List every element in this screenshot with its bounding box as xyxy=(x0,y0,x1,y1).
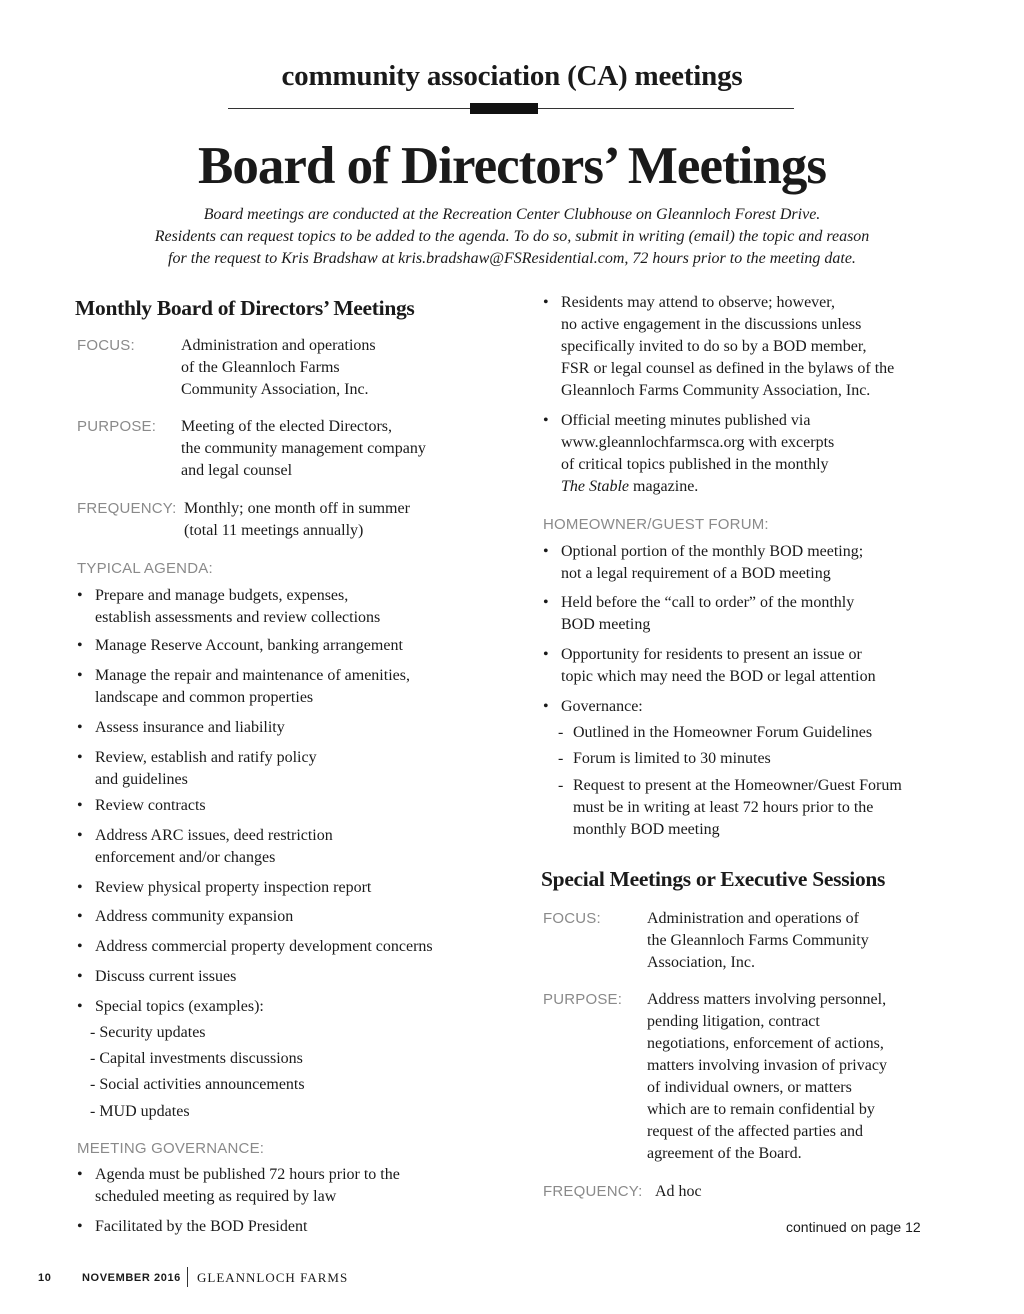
frequency-value: Monthly; one month off in summer (total 11 meetings annually) xyxy=(184,500,410,539)
bullet-icon: • xyxy=(77,1166,83,1183)
focus-label: FOCUS: xyxy=(77,337,135,354)
special-topic-item: - MUD updates xyxy=(90,1103,190,1120)
bullet-icon: • xyxy=(543,646,549,663)
special-purpose-value: Address matters involving personnel, pending litigation, contract negotiations, enforcement of actions, matters involving invasion of privacy of individual owners, or matters which are to remain confidential by request of the affected parties and agreement of the Board. xyxy=(647,991,887,1162)
bullet-icon: • xyxy=(543,294,549,311)
focus-value: Administration and operations of the Gleannloch Farms Community Association, Inc. xyxy=(181,337,376,398)
bullet-icon: • xyxy=(543,698,549,715)
bullet-icon: • xyxy=(77,797,83,814)
bullet-icon: • xyxy=(77,587,83,604)
special-topic-item: - Capital investments discussions xyxy=(90,1050,303,1067)
bullet-icon: • xyxy=(77,827,83,844)
bullet-icon: • xyxy=(77,879,83,896)
special-topic-item: - Security updates xyxy=(90,1024,206,1041)
bullet-icon: • xyxy=(77,968,83,985)
header-rule-accent xyxy=(470,103,538,114)
bullet-icon: • xyxy=(77,719,83,736)
special-frequency-value: Ad hoc xyxy=(655,1183,702,1200)
purpose-value: Meeting of the elected Directors, the community management company and legal counsel xyxy=(181,418,426,479)
bullet-icon: • xyxy=(77,938,83,955)
intro-paragraph xyxy=(100,204,924,270)
magazine-name: The Stable xyxy=(561,478,629,495)
section-title: community association (CA) meetings xyxy=(281,60,743,92)
bullet-icon: • xyxy=(77,749,83,766)
special-focus-value: Administration and operations of the Gleannloch Farms Community Association, Inc. xyxy=(647,910,869,971)
bullet-icon: • xyxy=(77,1218,83,1235)
special-meetings-heading: Special Meetings or Executive Sessions xyxy=(541,867,886,891)
meeting-governance-label: MEETING GOVERNANCE: xyxy=(77,1140,265,1157)
homeowner-forum-label: HOMEOWNER/GUEST FORUM: xyxy=(543,516,769,533)
purpose-label: PURPOSE: xyxy=(77,418,157,435)
special-frequency-label: FREQUENCY: xyxy=(543,1183,643,1200)
special-focus-label: FOCUS: xyxy=(543,910,601,927)
bullet-icon: • xyxy=(543,412,549,429)
page-number: 10 xyxy=(38,1272,52,1284)
publication-name: GLEANNLOCH FARMS xyxy=(197,1270,349,1285)
bullet-icon: • xyxy=(77,908,83,925)
page-title: Board of Directors’ Meetings xyxy=(198,137,826,195)
bullet-icon: • xyxy=(77,637,83,654)
bullet-icon: • xyxy=(543,594,549,611)
special-purpose-label: PURPOSE: xyxy=(543,991,623,1008)
intro-line: Board meetings are conducted at the Recreation Center Clubhouse on Gleannloch Forest Drive. xyxy=(203,206,821,223)
bullet-icon: • xyxy=(77,998,83,1015)
bullet-icon: • xyxy=(543,543,549,560)
intro-line: Residents can request topics to be added to the agenda. To do so, submit in writing (email) the topic and reason xyxy=(154,228,870,245)
special-topic-item: - Social activities announcements xyxy=(90,1076,305,1093)
frequency-label: FREQUENCY: xyxy=(77,500,177,517)
bullet-icon: • xyxy=(77,667,83,684)
monthly-meetings-heading: Monthly Board of Directors’ Meetings xyxy=(75,296,415,320)
footer-divider xyxy=(187,1267,188,1287)
continued-note: continued on page 12 xyxy=(786,1219,921,1235)
issue-date: NOVEMBER 2016 xyxy=(82,1272,181,1284)
typical-agenda-label: TYPICAL AGENDA: xyxy=(77,560,213,577)
intro-line: for the request to Kris Bradshaw at kris.bradshaw@FSResidential.com, 72 hours prior to the meeting date. xyxy=(168,250,856,267)
